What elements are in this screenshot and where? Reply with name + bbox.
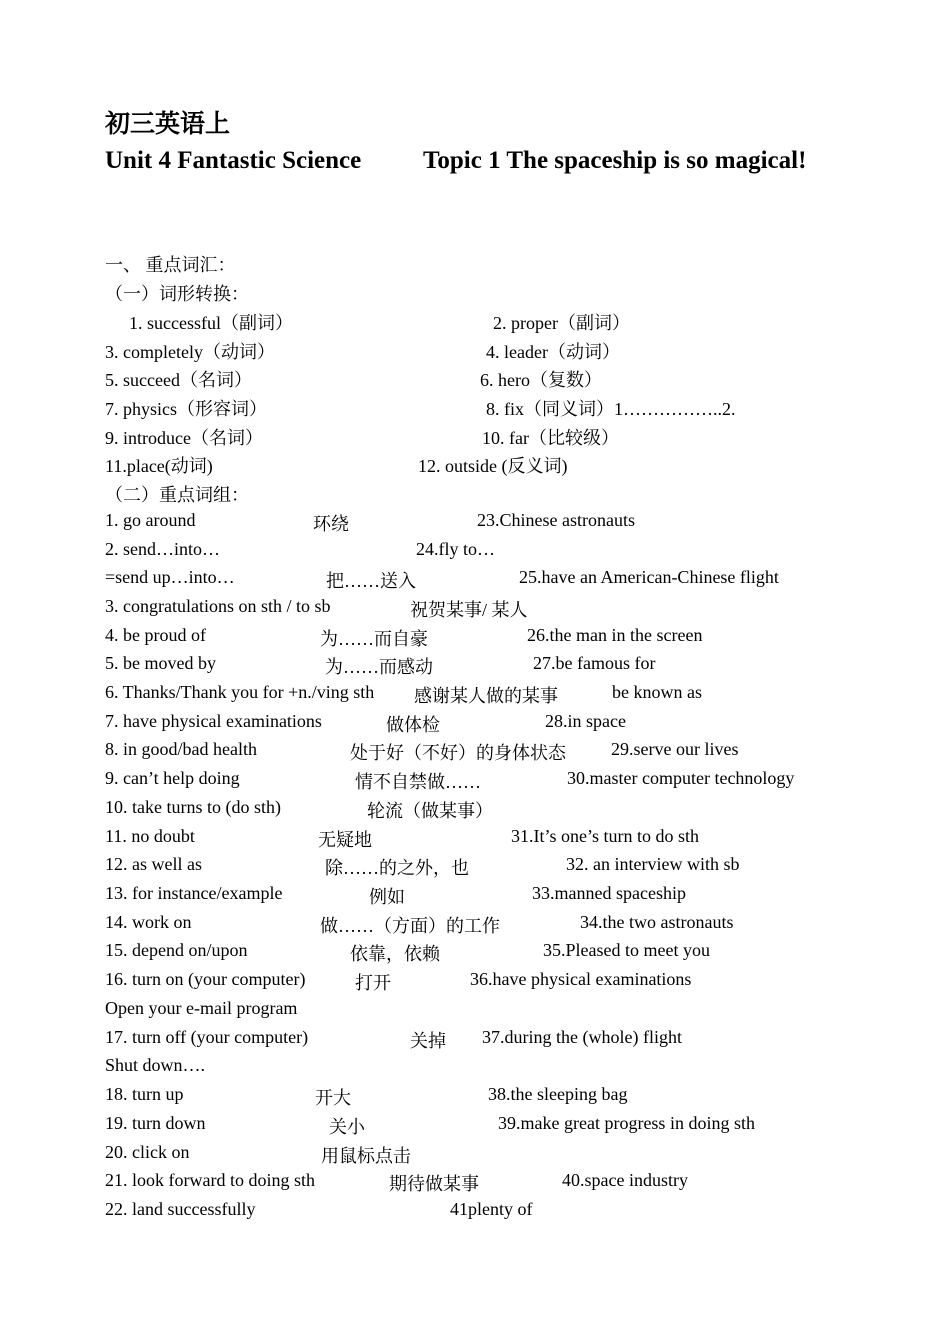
- word-form-item: 10. far（比较级）: [482, 428, 619, 448]
- word-form-row: [0, 395, 845, 421]
- phrase-extra: 36.have physical examinations: [470, 969, 692, 989]
- phrase-extra: 38.the sleeping bag: [488, 1084, 628, 1104]
- phrase-chinese: 为……而感动: [325, 657, 433, 677]
- phrase-extra: be known as: [612, 682, 702, 702]
- phrase-row: [0, 998, 845, 1024]
- phrase-english: 5. be moved by: [105, 653, 216, 673]
- phrase-chinese: 处于好（不好）的身体状态: [350, 743, 566, 763]
- phrase-chinese: 期待做某事: [389, 1174, 479, 1194]
- phrase-extra: 25.have an American-Chinese flight: [519, 567, 779, 587]
- subsection-heading-word-forms: （一）词形转换：: [105, 284, 249, 304]
- phrase-english: 17. turn off (your computer): [105, 1027, 309, 1047]
- phrase-row: [0, 711, 845, 737]
- phrase-row: [0, 739, 845, 765]
- phrase-english: 9. can’t help doing: [105, 768, 240, 788]
- word-form-item: 2. proper（副词）: [493, 313, 630, 333]
- phrase-english: 16. turn on (your computer): [105, 969, 306, 989]
- section-heading: 一、 重点词汇：: [105, 255, 236, 275]
- phrase-extra: 28.in space: [545, 711, 626, 731]
- word-form-item: 9. introduce（名词）: [105, 428, 263, 448]
- phrase-extra: 29.serve our lives: [611, 739, 739, 759]
- unit-title: Unit 4 Fantastic Science: [105, 147, 362, 174]
- phrase-chinese: 轮流（做某事）: [367, 801, 493, 821]
- phrase-chinese: 感谢某人做的某事: [414, 686, 558, 706]
- phrase-row: [0, 854, 845, 880]
- phrase-row: [0, 912, 845, 938]
- word-form-item: 4. leader（动词）: [486, 342, 620, 362]
- word-form-item: 7. physics（形容词）: [105, 399, 267, 419]
- phrase-english: 13. for instance/example: [105, 883, 283, 903]
- word-form-item: 6. hero（复数）: [480, 370, 602, 390]
- phrase-english: 15. depend on/upon: [105, 940, 248, 960]
- word-form-row: [0, 309, 845, 335]
- phrase-row: [0, 1055, 845, 1081]
- phrase-chinese: 关掉: [410, 1031, 446, 1051]
- phrase-english: 14. work on: [105, 912, 192, 932]
- phrase-row: [0, 797, 845, 823]
- phrase-english: 4. be proud of: [105, 625, 206, 645]
- phrase-extra: 34.the two astronauts: [580, 912, 734, 932]
- phrase-chinese: 环绕: [313, 514, 349, 534]
- document-title: [105, 147, 807, 175]
- phrase-row: [0, 1027, 845, 1053]
- phrase-english: 6. Thanks/Thank you for +n./ving sth: [105, 682, 375, 702]
- phrase-english: 3. congratulations on sth / to sb: [105, 596, 331, 616]
- phrase-extra: 40.space industry: [562, 1170, 688, 1190]
- phrase-chinese: 祝贺某事/ 某人: [410, 600, 528, 620]
- phrase-chinese: 开大: [315, 1088, 351, 1108]
- word-form-row: [0, 424, 845, 450]
- word-form-item: 5. succeed（名词）: [105, 370, 252, 390]
- phrase-chinese: 打开: [355, 973, 391, 993]
- word-form-item: 11.place(动词): [105, 456, 213, 476]
- phrase-chinese: 关小: [329, 1117, 365, 1137]
- phrase-english: 19. turn down: [105, 1113, 206, 1133]
- word-form-item: 8. fix（同义词）1……………..2.: [486, 399, 736, 419]
- phrase-row: [0, 596, 845, 622]
- phrase-english: 2. send…into…: [105, 539, 220, 559]
- phrase-extra: 39.make great progress in doing sth: [498, 1113, 755, 1133]
- phrase-row: [0, 539, 845, 565]
- word-form-item: 3. completely（动词）: [105, 342, 275, 362]
- phrase-row: [0, 653, 845, 679]
- phrase-row: [0, 1170, 845, 1196]
- phrase-english: 12. as well as: [105, 854, 202, 874]
- section-heading-line: [0, 251, 845, 277]
- phrase-row: [0, 625, 845, 651]
- phrase-extra: 26.the man in the screen: [527, 625, 703, 645]
- subsection-heading-line: [0, 481, 845, 507]
- phrase-chinese: 为……而自豪: [320, 629, 428, 649]
- phrase-extra: 27.be famous for: [533, 653, 656, 673]
- phrase-row: [0, 826, 845, 852]
- phrase-extra: 41plenty of: [450, 1199, 533, 1219]
- phrase-extra: 24.fly to…: [416, 539, 495, 559]
- phrase-chinese: 把……送入: [326, 571, 416, 591]
- phrase-row: [0, 1199, 845, 1225]
- phrase-english: Shut down….: [105, 1055, 206, 1075]
- phrase-english: Open your e-mail program: [105, 998, 298, 1018]
- phrase-row: [0, 682, 845, 708]
- phrase-row: [0, 1142, 845, 1168]
- phrase-extra: 37.during the (whole) flight: [482, 1027, 682, 1047]
- subsection-heading-line: [0, 280, 845, 306]
- phrase-extra: 30.master computer technology: [567, 768, 795, 788]
- phrase-chinese: 无疑地: [318, 830, 372, 850]
- phrase-english: =send up…into…: [105, 567, 235, 587]
- phrase-chinese: 用鼠标点击: [321, 1146, 411, 1166]
- word-form-row: [0, 338, 845, 364]
- phrase-row: [0, 1113, 845, 1139]
- phrase-extra: 23.Chinese astronauts: [477, 510, 635, 530]
- phrase-english: 20. click on: [105, 1142, 190, 1162]
- phrase-row: [0, 1084, 845, 1110]
- phrase-english: 21. look forward to doing sth: [105, 1170, 315, 1190]
- topic-title: Topic 1 The spaceship is so magical!: [423, 147, 807, 174]
- phrase-english: 8. in good/bad health: [105, 739, 257, 759]
- phrase-english: 10. take turns to (do sth): [105, 797, 281, 817]
- word-form-item: 1. successful（副词）: [129, 313, 293, 333]
- phrase-english: 22. land successfully: [105, 1199, 256, 1219]
- word-form-row: [0, 366, 845, 392]
- phrase-english: 7. have physical examinations: [105, 711, 322, 731]
- phrase-chinese: 做……（方面）的工作: [320, 916, 500, 936]
- phrase-extra: 32. an interview with sb: [566, 854, 740, 874]
- phrase-row: [0, 969, 845, 995]
- document-title-cn: 初三英语上: [105, 111, 231, 138]
- phrase-english: 18. turn up: [105, 1084, 184, 1104]
- subsection-heading-phrases: （二）重点词组：: [105, 485, 249, 505]
- phrase-chinese: 依靠，依赖: [350, 944, 440, 964]
- phrase-row: [0, 883, 845, 909]
- phrase-row: [0, 567, 845, 593]
- phrase-chinese: 除……的之外，也: [325, 858, 469, 878]
- word-form-item: 12. outside (反义词): [418, 456, 568, 476]
- phrase-english: 11. no doubt: [105, 826, 195, 846]
- phrase-row: [0, 940, 845, 966]
- phrase-extra: 33.manned spaceship: [532, 883, 686, 903]
- phrase-extra: 31.It’s one’s turn to do sth: [511, 826, 699, 846]
- phrase-english: 1. go around: [105, 510, 196, 530]
- phrase-chinese: 例如: [369, 887, 405, 907]
- phrase-row: [0, 768, 845, 794]
- phrase-chinese: 做体检: [386, 715, 440, 735]
- phrase-chinese: 情不自禁做……: [355, 772, 481, 792]
- phrase-extra: 35.Pleased to meet you: [543, 940, 710, 960]
- word-form-row: [0, 452, 845, 478]
- phrase-row: [0, 510, 845, 536]
